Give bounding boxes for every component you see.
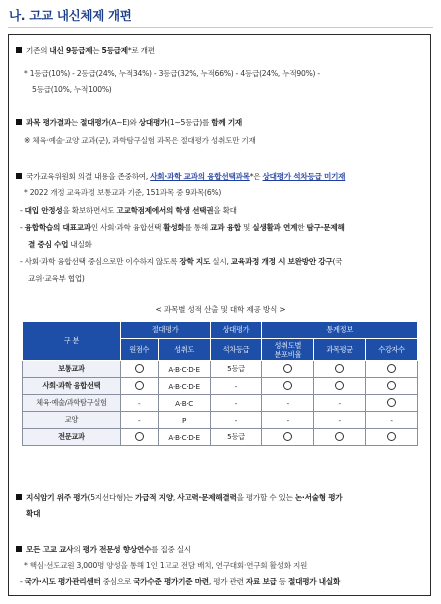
cell-raw <box>120 429 158 446</box>
cell-rank: - <box>210 378 262 395</box>
circle-icon <box>335 432 344 441</box>
s3-bold-choice: 고교학점제에서의 학생 선택권 <box>116 206 214 215</box>
row-label: 사회·과학 융합선택 <box>23 378 121 395</box>
cell-dist: - <box>262 395 314 412</box>
s3-underline-no-rank: 상대평가 석차등급 미기재 <box>262 172 346 181</box>
s4-bold-memorization: 지식암기 위주 평가 <box>26 493 88 502</box>
s3-text: 내실화 <box>68 240 92 249</box>
s5-dash <box>20 576 340 587</box>
s2-bold-relative: 상대평가 <box>138 118 168 127</box>
subheader-distribution <box>262 339 314 361</box>
s5-bold-center: 국가·시도 평가관리센터 <box>24 577 101 586</box>
s3-text: 및 <box>240 223 253 232</box>
s3-line <box>16 171 345 182</box>
s3-text: 을 확보하면서도 <box>62 206 117 215</box>
s3-bold-stability: 대입 안정성 <box>24 206 63 215</box>
s3-bold-representative: 융합학습의 대표교과 <box>24 223 91 232</box>
header-absolute: 절대평가 <box>120 322 210 339</box>
s2-bold-result: 과목 평가결과 <box>26 118 71 127</box>
square-bullet-icon <box>16 173 22 179</box>
cell-raw: - <box>120 395 158 412</box>
table-row <box>23 361 418 378</box>
table-row <box>23 378 418 395</box>
s3-dash1 <box>20 205 237 216</box>
subheader-dist-line1: 성취도별 <box>274 340 302 350</box>
s5-text: 중심으로 <box>100 577 134 586</box>
s4-bold-thinking: 사고력·문제해결력 <box>177 493 237 502</box>
circle-icon <box>387 364 396 373</box>
s2-text: (1~5등급)를 <box>167 118 212 127</box>
s4-text: (5지선다형)는 <box>87 493 136 502</box>
circle-icon <box>135 364 144 373</box>
subheader-dist-line2: 분포비율 <box>274 349 302 359</box>
header-category: 구 분 <box>23 322 121 361</box>
circle-icon <box>387 381 396 390</box>
s5-bold-materials: 자료 보급 <box>245 577 277 586</box>
square-bullet-icon <box>16 546 22 552</box>
header-stats: 통계정보 <box>262 322 418 339</box>
section-heading: 나. 고교 내신체제 개편 <box>9 8 132 23</box>
table-caption: < 과목별 성적 산출 및 대학 제공 방식 > <box>155 305 286 314</box>
s3-bold-revision: 교육과정 개정 시 보완방안 강구 <box>230 257 333 266</box>
s3-text: (국 <box>332 257 343 266</box>
cell-level: A·B·C·D·E <box>158 361 210 378</box>
s5-line <box>16 544 191 555</box>
s5-text: 등 <box>276 577 289 586</box>
s3-dash3 <box>20 256 342 267</box>
subheader-raw-score: 원점수 <box>120 339 158 361</box>
cell-mean: - <box>314 395 366 412</box>
s4-line-cont: 확대 <box>26 509 41 518</box>
cell-mean <box>314 378 366 395</box>
s1-bold-grade9: 내신 9등급제 <box>49 46 93 55</box>
cell-mean: - <box>314 412 366 429</box>
table-row <box>23 412 418 429</box>
s3-dash2 <box>20 222 345 233</box>
header-relative: 상대평가 <box>210 322 262 339</box>
s3-text: - 사회·과학 융합선택 중심으로만 이수하지 않도록 <box>20 257 180 266</box>
cell-mean <box>314 429 366 446</box>
cell-count <box>366 378 418 395</box>
cell-dist <box>262 361 314 378</box>
circle-icon <box>135 381 144 390</box>
cell-rank: - <box>210 412 262 429</box>
circle-icon <box>135 432 144 441</box>
cell-dist <box>262 378 314 395</box>
table-row <box>23 395 418 412</box>
s4-text: , <box>172 493 178 502</box>
cell-count <box>366 361 418 378</box>
s2-bold-together: 함께 기재 <box>211 118 243 127</box>
s5-text: 를 집중 실시 <box>151 545 191 554</box>
s3-text: *은 <box>249 172 263 181</box>
s3-text: 한 <box>297 223 307 232</box>
s3-note: * 2022 개정 교육과정 보통교과 기준, 151과목 중 9과목(6%) <box>24 188 222 197</box>
dash: - <box>20 206 25 215</box>
cell-level: A·B·C·D·E <box>158 378 210 395</box>
s2-bold-absolute: 절대평가 <box>80 118 109 127</box>
s3-text: 실시, <box>210 257 231 266</box>
s3-bold-activate: 활성화 <box>163 223 185 232</box>
s3-underline-convergence: 사회·과학 교과의 융합선택과목 <box>150 172 250 181</box>
s4-text: 을 평가할 수 있는 <box>236 493 295 502</box>
row-label: 교양 <box>23 412 121 429</box>
cell-level: P <box>158 412 210 429</box>
dash: - <box>20 223 25 232</box>
s3-bold-convergence: 교과 융합 <box>210 223 241 232</box>
s3-text: 을 확대 <box>213 206 237 215</box>
s1-note-line1: * 1등급(10%) - 2등급(24%, 누적34%) - 3등급(32%, 누적66%) - 4등급(24%, 누적90%) - <box>24 69 320 78</box>
cell-raw <box>120 361 158 378</box>
s2-text: (A~E)와 <box>108 118 139 127</box>
square-bullet-icon <box>16 494 22 500</box>
s2-note: ※ 체육·예술·교양 교과(군), 과학탐구실험 과목은 절대평가 성취도만 기재 <box>24 136 256 145</box>
s3-bold-reallife: 실생활과 연계 <box>252 223 298 232</box>
s5-text: , 평가 관련 <box>208 577 246 586</box>
subheader-mean: 과목평균 <box>314 339 366 361</box>
circle-icon <box>335 364 344 373</box>
cell-rank: 5등급 <box>210 361 262 378</box>
circle-icon <box>335 381 344 390</box>
subheader-count: 수강자수 <box>366 339 418 361</box>
s3-text: 를 통해 <box>184 223 211 232</box>
subheader-achievement: 성취도 <box>158 339 210 361</box>
square-bullet-icon <box>16 47 22 53</box>
s4-line <box>16 492 342 503</box>
s4-bold-avoid: 가급적 지양 <box>135 493 173 502</box>
cell-level: A·B·C <box>158 395 210 412</box>
cell-count: - <box>366 412 418 429</box>
circle-icon <box>387 398 396 407</box>
circle-icon <box>387 432 396 441</box>
subheader-rank: 석차등급 <box>210 339 262 361</box>
s3-bold-class: 결 중심 수업 <box>28 240 69 249</box>
cell-count <box>366 429 418 446</box>
s1-text: 기존의 <box>26 46 50 55</box>
s3-bold-guidance: 장학 지도 <box>179 257 211 266</box>
s2-line <box>16 117 242 128</box>
table-row <box>23 429 418 446</box>
grading-table <box>22 321 418 446</box>
s1-text-post: *로 개편 <box>127 46 155 55</box>
row-label: 보통교과 <box>23 361 121 378</box>
s3-text: 인 사회·과학 융합선택 <box>90 223 164 232</box>
heading-divider <box>8 27 433 28</box>
row-label: 전문교과 <box>23 429 121 446</box>
s3-dash2-cont <box>28 239 92 250</box>
s1-bold-grade5: 5등급제 <box>101 46 128 55</box>
circle-icon <box>283 432 292 441</box>
s3-text: 국가교육위원회 의결 내용을 존중하여, <box>26 172 151 181</box>
s1-text-mid: 는 <box>92 46 102 55</box>
cell-rank: - <box>210 395 262 412</box>
s1-line <box>16 45 155 56</box>
circle-icon <box>283 364 292 373</box>
dash: - <box>20 577 25 586</box>
row-label: 체육·예술/과학탐구실험 <box>23 395 121 412</box>
circle-icon <box>283 381 292 390</box>
s4-bold-essay: 논·서술형 평가 <box>294 493 343 502</box>
s5-text: 의 <box>73 545 83 554</box>
cell-dist: - <box>262 412 314 429</box>
s2-text: 는 <box>70 118 81 127</box>
s5-note: * 핵심·선도교원 3,000명 양성을 통해 1인 1고교 전담 배치, 연구대회·연구회 활성화 지원 <box>24 561 308 570</box>
cell-rank: 5등급 <box>210 429 262 446</box>
s5-bold-teachers: 모든 고교 교사 <box>26 545 74 554</box>
s1-note-line2: 5등급(10%, 누적100%) <box>32 85 112 94</box>
square-bullet-icon <box>16 119 22 125</box>
s5-bold-training: 평가 전문성 향상연수 <box>82 545 152 554</box>
cell-raw <box>120 378 158 395</box>
s3-bold-inquiry: 탐구·문제해 <box>306 223 345 232</box>
cell-dist <box>262 429 314 446</box>
s5-bold-absolute: 절대평가 내실화 <box>288 577 341 586</box>
cell-count <box>366 395 418 412</box>
cell-mean <box>314 361 366 378</box>
s5-bold-standard: 국가수준 평가기준 마련 <box>133 577 209 586</box>
cell-level: A·B·C·D·E <box>158 429 210 446</box>
cell-raw: - <box>120 412 158 429</box>
s3-dash3-cont: 교위·교육부 협업) <box>28 274 85 283</box>
